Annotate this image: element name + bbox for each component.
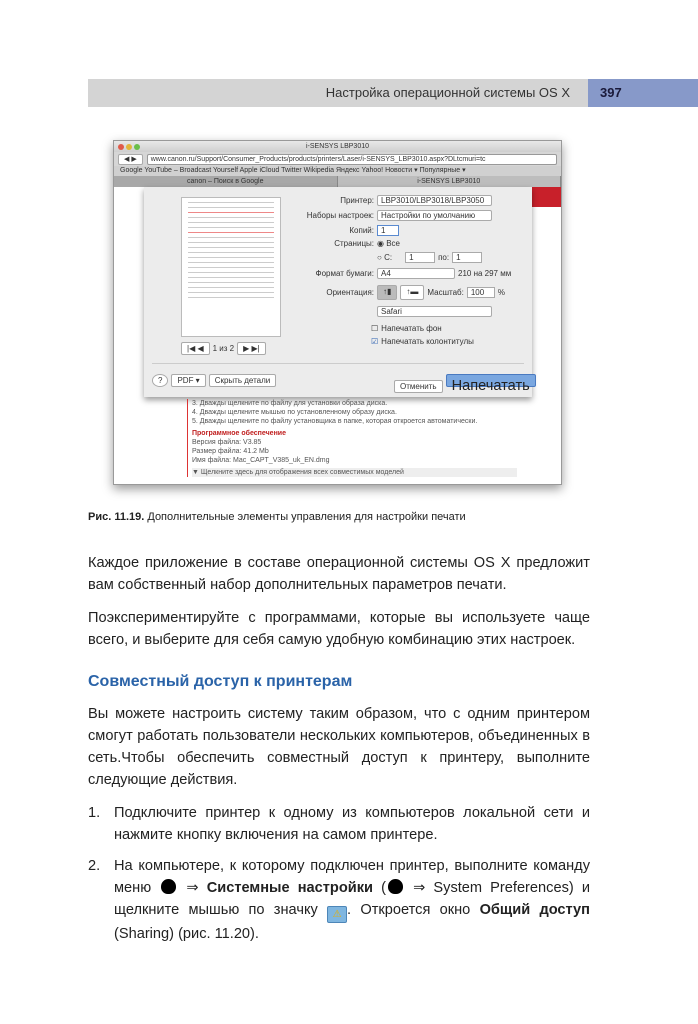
text-line: Программное обеспечение [192, 430, 286, 437]
running-header: Настройка операционной системы OS X [88, 79, 588, 107]
window-title: i-SENSYS LBP3010 [305, 143, 370, 150]
toolbar [114, 152, 561, 166]
list-text: . Откроется окно [347, 902, 480, 918]
presets-select: Настройки по умолчанию [377, 210, 492, 221]
print-bg-label: Напечатать фон [381, 324, 442, 333]
apple-logo-icon [388, 879, 403, 894]
address-bar: www.canon.ru/Support/Consumer_Products/products/printers/Laser/i-SENSYS_LBP3010.aspx?DLtcmuri=tc [147, 154, 557, 165]
copies-input: 1 [377, 225, 399, 236]
scale-input: 100 [467, 287, 495, 298]
preview-nav [181, 342, 266, 355]
text-line: Размер файла: 41.2 Mb [192, 448, 269, 455]
percent-label: % [497, 288, 505, 297]
figure-caption [88, 511, 466, 523]
print-headers-label: Напечатать колонтитулы [381, 337, 474, 346]
from-input: 1 [405, 252, 435, 263]
orientation-label: Ориентация: [326, 288, 374, 297]
printer-select: LBP3010/LBP3018/LBP3050 [377, 195, 492, 206]
list-number: 1. [88, 805, 101, 821]
radio-all-label: Все [386, 239, 400, 248]
paper-size: 210 на 297 мм [458, 269, 512, 278]
scale-label: Масштаб: [427, 288, 464, 297]
text-line: ▼ Щелкните здесь для отображения всех совместимых моделей [192, 468, 517, 477]
tab: canon – Поиск в Google [114, 176, 338, 187]
prev-page-button: |◀ ◀ [181, 342, 210, 355]
page-counter: 1 из 2 [212, 344, 235, 353]
window-name: Общий доступ [479, 902, 590, 918]
help-button: ? [152, 374, 168, 387]
checkbox-headers: ☑ [371, 337, 379, 346]
presets-label: Наборы настроек: [306, 211, 374, 220]
print-button: Напечатать [446, 374, 536, 387]
menu-item-name: Системные настройки [206, 880, 373, 896]
list-number: 2. [88, 858, 101, 874]
list-text: ( [373, 880, 386, 896]
page-preview [181, 197, 281, 337]
paper-label: Формат бумаги: [315, 269, 374, 278]
tab-bar [114, 176, 561, 187]
radio-range-label: С: [384, 253, 393, 262]
list-text: и щелкните мышью по значку [114, 880, 590, 918]
text-line: 3. Дважды щелкните по файлу для установки образа диска. [192, 400, 388, 407]
list-text: (Sharing) (рис. 11.20). [114, 926, 259, 942]
print-dialog [144, 187, 532, 397]
list-item [88, 855, 590, 945]
webpage-content [187, 399, 517, 477]
figure-screenshot [113, 140, 562, 485]
radio-all: ◉ Все [377, 239, 400, 248]
paragraph: Каждое приложение в составе операционной системы OS X предложит вам собственный набор дополнительных параметров печати. [88, 555, 590, 593]
paper-select: A4 [377, 268, 455, 279]
list-text: ⇒ System Preferences) [404, 880, 574, 896]
sharing-prefs-icon: ⚠ [327, 906, 347, 923]
hide-details-button: Скрыть детали [209, 374, 277, 387]
to-input: 1 [452, 252, 482, 263]
arrow-text: ⇒ [178, 880, 207, 896]
tab: i-SENSYS LBP3010 [338, 176, 562, 187]
text-line: Версия файла: V3.85 [192, 439, 262, 446]
caption-text: Дополнительные элементы управления для настройки печати [144, 511, 466, 523]
cancel-button: Отменить [394, 380, 443, 393]
section-heading: Совместный доступ к принтерам [88, 673, 353, 690]
paragraph: Вы можете настроить систему таким образом, что с одним принтером смогут работать пользователи нескольких компьютеров, объединенных в сеть.Чтобы обеспечить совместный доступ к принтеру, выполните следующие действия. [88, 706, 590, 788]
body-text [88, 552, 590, 954]
radio-range: ○ С: [377, 253, 393, 262]
copies-label: Копий: [349, 226, 374, 235]
window-controls [118, 143, 142, 154]
printer-label: Принтер: [340, 196, 374, 205]
text-line: 5. Дважды щелкните по файлу установщика в папке, которая откроется автоматически. [192, 418, 478, 425]
text-line: 4. Дважды щелкните мышью по установленному образу диска. [192, 409, 397, 416]
list-item [88, 802, 590, 846]
list-text: На компьютере, к которому подключен принтер, выполните команду меню [114, 858, 590, 896]
checkbox-bg: ☐ [371, 324, 379, 333]
to-label: по: [438, 253, 450, 262]
list-text: Подключите принтер к одному из компьютеров локальной сети и нажмите кнопку включения на самом принтере. [114, 805, 590, 843]
apple-logo-icon [161, 879, 176, 894]
page-number: 397 [588, 79, 698, 107]
app-options-select: Safari [377, 306, 492, 317]
paragraph: Поэкспериментируйте с программами, которые вы используете чаще всего, и выберите для себя самую удобную комбинацию этих настроек. [88, 610, 590, 648]
pdf-button: PDF ▾ [171, 374, 205, 387]
pages-label: Страницы: [334, 239, 374, 248]
landscape-icon: ↑▬ [400, 285, 424, 300]
bookmarks-bar: Google YouTube – Broadcast Yourself Apple iCloud Twitter Wikipedia Яндекс Yahoo! Новости ▾ Популярные ▾ [114, 166, 561, 176]
next-page-button: ▶ ▶| [237, 342, 266, 355]
window-titlebar [114, 141, 561, 152]
back-forward-button: ◀ ▶ [118, 154, 143, 165]
caption-label: Рис. 11.19. [88, 511, 145, 523]
portrait-icon: ↑▮ [377, 285, 397, 300]
text-line: Имя файла: Mac_CAPT_V385_uk_EN.dmg [192, 457, 330, 464]
